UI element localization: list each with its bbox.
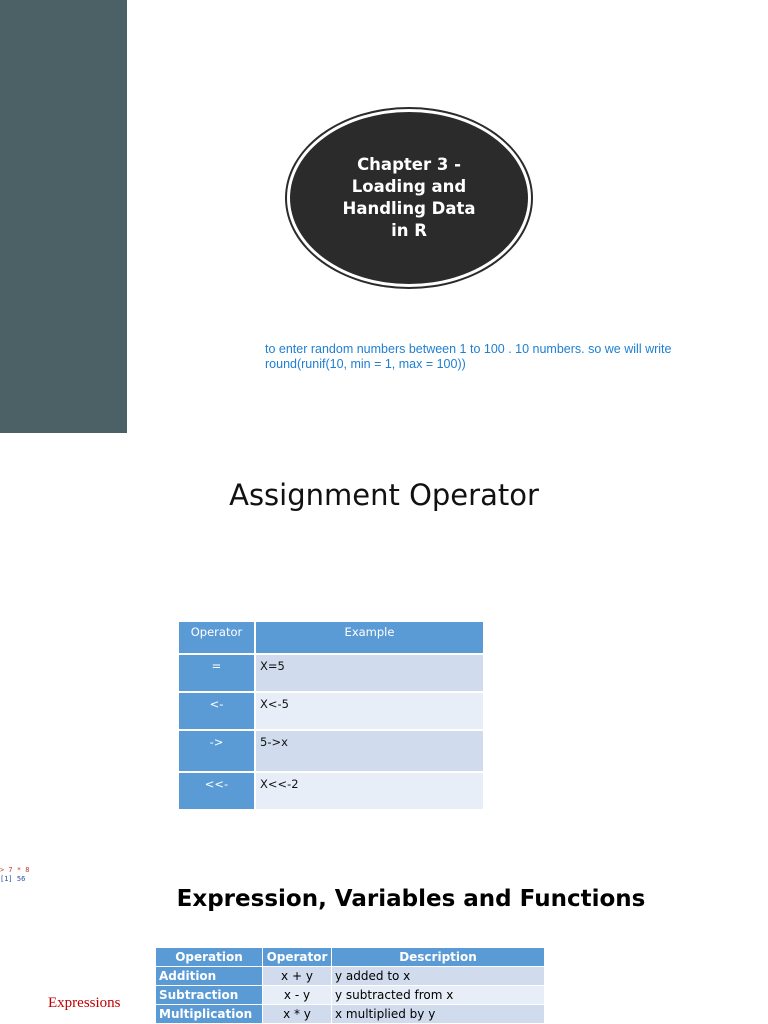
- table-row: [156, 967, 545, 986]
- table-row: [156, 1005, 545, 1024]
- note-line-1: to enter random numbers between 1 to 100 . 10 numbers. so we will write: [265, 342, 672, 356]
- table-row: [179, 654, 483, 692]
- operation-cell: Addition: [156, 967, 263, 986]
- operation-cell: Subtraction: [156, 986, 263, 1005]
- example-cell: X<<-2: [255, 772, 483, 809]
- r-console-snippet: [0, 866, 30, 884]
- table-row: [156, 986, 545, 1005]
- expressions-heading: Expression, Variables and Functions: [176, 886, 646, 912]
- table-row: [179, 772, 483, 809]
- header-operator: Operator: [179, 622, 255, 654]
- header-operation: Operation: [156, 948, 263, 967]
- assignment-operator-table: [179, 622, 483, 809]
- operator-cell: <-: [179, 692, 255, 730]
- sidebar-band: [0, 0, 127, 433]
- example-cell: 5->x: [255, 730, 483, 772]
- console-output: [1] 56: [0, 875, 26, 883]
- console-input: > 7 * 8: [0, 866, 30, 874]
- operator-cell: x * y: [263, 1005, 332, 1024]
- title-oval: [290, 112, 528, 284]
- header-example: Example: [255, 622, 483, 654]
- operation-cell: Multiplication: [156, 1005, 263, 1024]
- table-row: [179, 730, 483, 772]
- operator-cell: x - y: [263, 986, 332, 1005]
- arithmetic-operators-table: [155, 947, 545, 1024]
- operator-cell: ->: [179, 730, 255, 772]
- chapter-title: Chapter 3 - Loading and Handling Data in R: [342, 155, 476, 240]
- description-cell: y subtracted from x: [332, 986, 545, 1005]
- description-cell: x multiplied by y: [332, 1005, 545, 1024]
- note-text: [265, 342, 725, 372]
- table-row: [179, 692, 483, 730]
- header-description: Description: [332, 948, 545, 967]
- description-cell: y added to x: [332, 967, 545, 986]
- example-cell: X<-5: [255, 692, 483, 730]
- assignment-operator-heading: Assignment Operator: [229, 478, 539, 512]
- operator-cell: =: [179, 654, 255, 692]
- header-operator: Operator: [263, 948, 332, 967]
- operator-cell: <<-: [179, 772, 255, 809]
- expressions-label: Expressions: [48, 995, 121, 1011]
- example-cell: X=5: [255, 654, 483, 692]
- note-line-2: round(runif(10, min = 1, max = 100)): [265, 357, 466, 371]
- operator-cell: x + y: [263, 967, 332, 986]
